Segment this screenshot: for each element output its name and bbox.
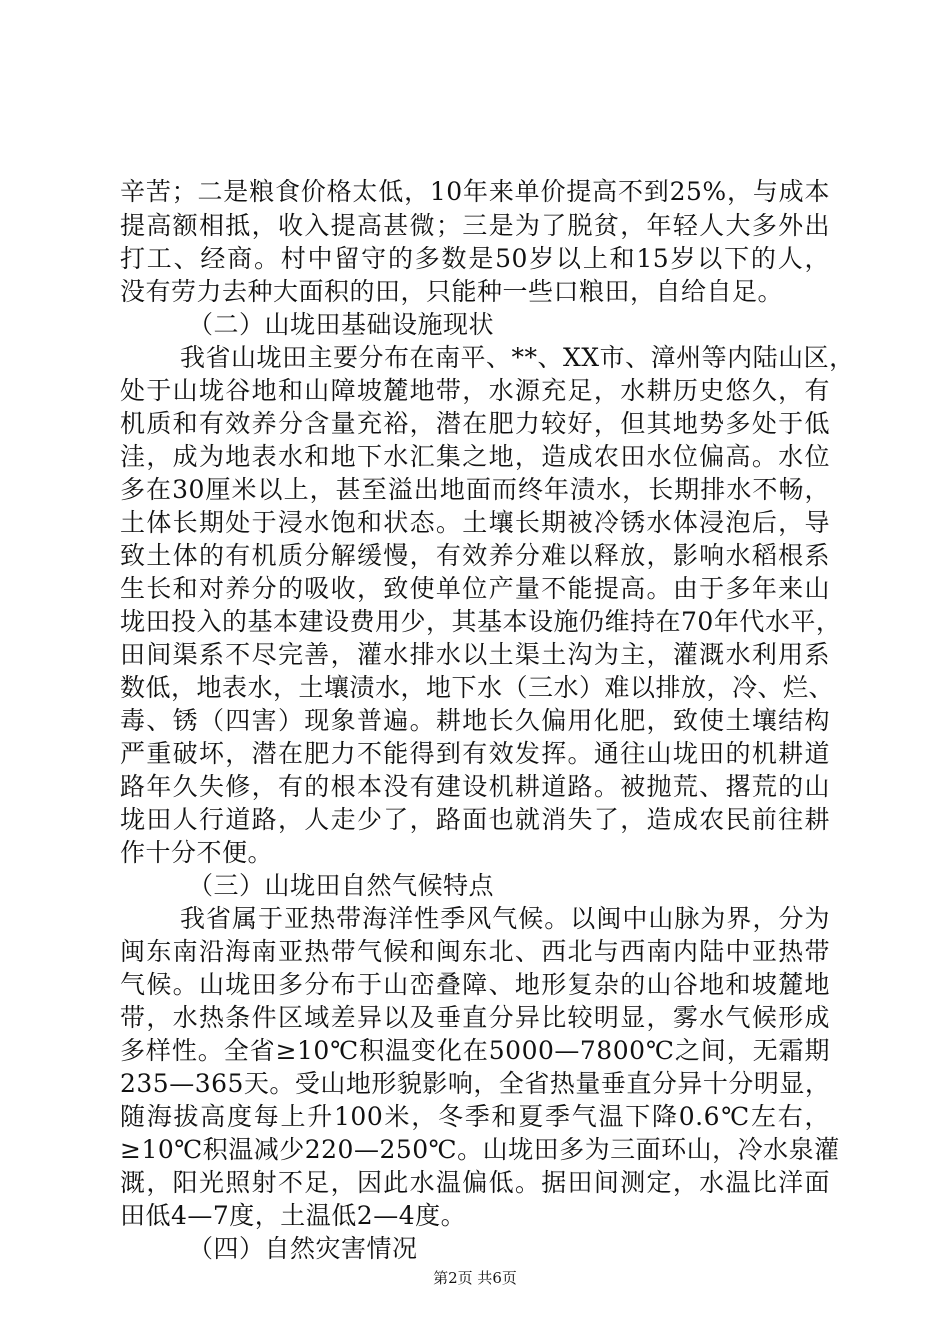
body-text-line: 随海拔高度每上升100米，冬季和夏季气温下降0.6℃左右， (120, 1102, 830, 1131)
body-text-line: 田低4—7度，土温低2—4度。 (120, 1201, 467, 1230)
body-text-line: 垅田投入的基本建设费用少，其基本设施仍维持在70年代水平， (120, 607, 842, 636)
body-text-line: 土体长期处于浸水饱和状态。土壤长期被冷锈水体浸泡后，导 (120, 508, 830, 537)
body-text-line: 生长和对养分的吸收，致使单位产量不能提高。由于多年来山 (120, 574, 830, 603)
body-text-line: 我省属于亚热带海洋性季风气候。以闽中山脉为界，分为 (180, 904, 830, 933)
body-text-line: 机质和有效养分含量充裕，潜在肥力较好，但其地势多处于低 (120, 409, 830, 438)
body-text-line: 处于山垅谷地和山障坡麓地带，水源充足，水耕历史悠久，有 (120, 376, 830, 405)
body-text-line: 气候。山垅田多分布于山峦叠障、地形复杂的山谷地和坡麓地 (120, 970, 830, 999)
body-text-line: 235—365天。受山地形貌影响，全省热量垂直分异十分明显， (120, 1069, 831, 1098)
body-text-line: 我省山垅田主要分布在南平、**、XX市、漳州等内陆山区， (180, 343, 855, 372)
body-text-line: 多在30厘米以上，甚至溢出地面而终年渍水，长期排水不畅， (120, 475, 830, 504)
body-text-line: 闽东南沿海南亚热带气候和闽东北、西北与西南内陆中亚热带 (120, 937, 830, 966)
body-text-line: 垅田人行道路，人走少了，路面也就消失了，造成农民前往耕 (120, 805, 830, 834)
body-text-line: ≥10℃积温减少220—250℃。山垅田多为三面环山，冷水泉灌 (120, 1135, 840, 1164)
body-text-line: 溉，阳光照射不足，因此水温偏低。据田间测定，水温比洋面 (120, 1168, 830, 1197)
body-text-line: 作十分不便。 (120, 838, 274, 867)
body-text-line: 多样性。全省≥10℃积温变化在5000—7800℃之间，无霜期 (120, 1036, 830, 1065)
body-text-line: 严重破坏，潜在肥力不能得到有效发挥。通往山垅田的机耕道 (120, 739, 830, 768)
body-text-line: 辛苦；二是粮食价格太低，10年来单价提高不到25%，与成本 (120, 177, 830, 206)
body-text-line: 提高额相抵，收入提高甚微；三是为了脱贫，年轻人大多外出 (120, 211, 830, 240)
body-text-line: 致土体的有机质分解缓慢，有效养分难以释放，影响水稻根系 (120, 541, 830, 570)
body-text-line: 洼，成为地表水和地下水汇集之地，造成农田水位偏高。水位 (120, 442, 830, 471)
body-text-line: 没有劳力去种大面积的田，只能种一些口粮田，自给自足。 (120, 277, 784, 306)
page-number: 第2页 共6页 (433, 1269, 517, 1287)
body-text-line: 路年久失修，有的根本没有建设机耕道路。被抛荒、撂荒的山 (120, 772, 830, 801)
body-text-line: 田间渠系不尽完善，灌水排水以土渠土沟为主，灌溉水利用系 (120, 640, 830, 669)
body-text-line: 打工、经商。村中留守的多数是50岁以上和15岁以下的人， (120, 244, 830, 273)
body-text-line: 带，水热条件区域差异以及垂直分异比较明显，雾水气候形成 (120, 1003, 830, 1032)
section-heading-4: （四）自然灾害情况 (188, 1234, 418, 1263)
body-text-line: 毒、锈（四害）现象普遍。耕地长久偏用化肥，致使土壤结构 (120, 706, 830, 735)
section-heading-2: （二）山垅田基础设施现状 (188, 310, 495, 339)
section-heading-3: （三）山垅田自然气候特点 (188, 871, 495, 900)
body-text-line: 数低，地表水，土壤渍水，地下水（三水）难以排放，冷、烂、 (120, 673, 835, 702)
